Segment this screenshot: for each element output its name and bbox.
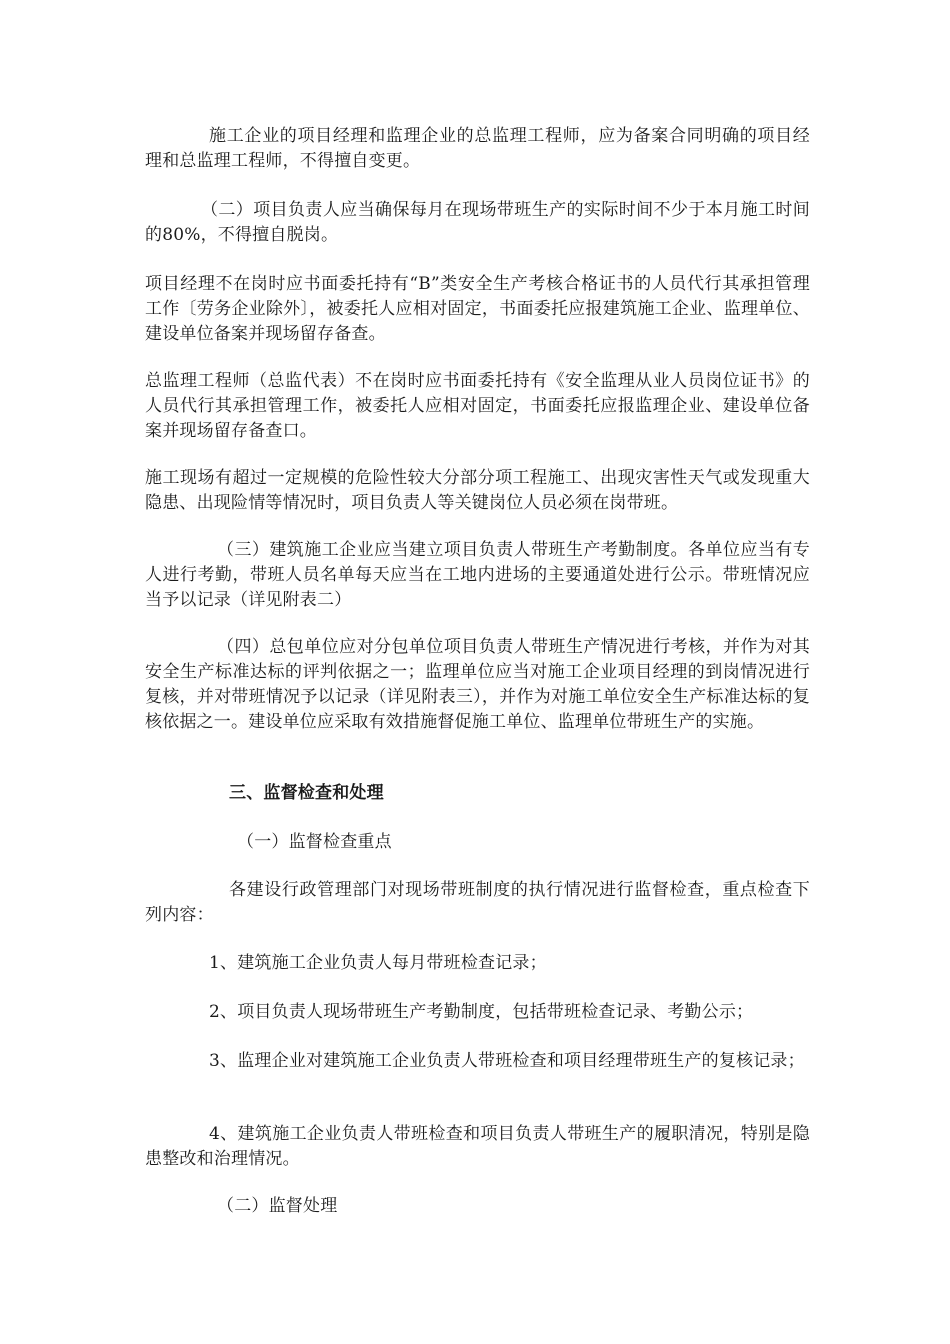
- paragraph-3: 项目经理不在岗时应书面委托持有“B”类安全生产考核合格证书的人员代行其承担管理工作〔劳务企业除外〕，被委托人应相对固定，书面委托应报建筑施工企业、监理单位、建设单位备案并现场留存备查。: [145, 274, 810, 344]
- paragraph-1: 施工企业的项目经理和监理企业的总监理工程师，应为备案合同明确的项目经理和总监理工程师，不得擅自变更。: [145, 126, 810, 171]
- paragraph-2: （二）项目负责人应当确保每月在现场带班生产的实际时间不少于本月施工时间的80%，不得擅自脱岗。: [145, 200, 810, 245]
- list-item-2: 2、项目负责人现场带班生产考勤制度，包括带班检查记录、考勤公示；: [209, 1002, 754, 1022]
- paragraph-5: 施工现场有超过一定规模的危险性较大分部分项工程施工、出现灾害性天气或发现重大隐患、出现险情等情况时，项目负责人等关键岗位人员必须在岗带班。: [145, 468, 810, 513]
- list-item-1: 1、建筑施工企业负责人每月带班检查记录；: [209, 953, 547, 973]
- list-item-3: 3、监理企业对建筑施工企业负责人带班检查和项目经理带班生产的复核记录；: [209, 1051, 805, 1071]
- paragraph-7: （四）总包单位应对分包单位项目负责人带班生产情况进行考核，并作为对其安全生产标准达标的评判依据之一；监理单位应当对施工企业项目经理的到岗情况进行复核，并对带班情况予以记录（详见附表三），并作为对施工单位安全生产标准达标的复核依据之一。建设单位应采取有效措施督促施工单位、监理单位带班生产的实施。: [145, 637, 810, 732]
- paragraph-6: （三）建筑施工企业应当建立项目负责人带班生产考勤制度。各单位应当有专人进行考勤，带班人员名单每天应当在工地内进场的主要通道处进行公示。带班情况应当予以记录（详见附表二）: [145, 540, 810, 610]
- subsection-heading-1: （一）监督检查重点: [237, 832, 392, 852]
- list-item-4: 4、建筑施工企业负责人带班检查和项目负责人带班生产的履职清况，特别是隐患整改和治理情况。: [145, 1124, 810, 1169]
- section-heading: 三、监督检查和处理: [229, 783, 384, 803]
- subsection-heading-2: （二）监督处理: [217, 1196, 338, 1216]
- paragraph-10: 各建设行政管理部门对现场带班制度的执行情况进行监督检查，重点检查下列内容：: [145, 880, 810, 925]
- paragraph-4: 总监理工程师（总监代表）不在岗时应书面委托持有《安全监理从业人员岗位证书》的人员代行其承担管理工作，被委托人应相对固定，书面委托应报监理企业、建设单位备案并现场留存备查口。: [145, 371, 810, 441]
